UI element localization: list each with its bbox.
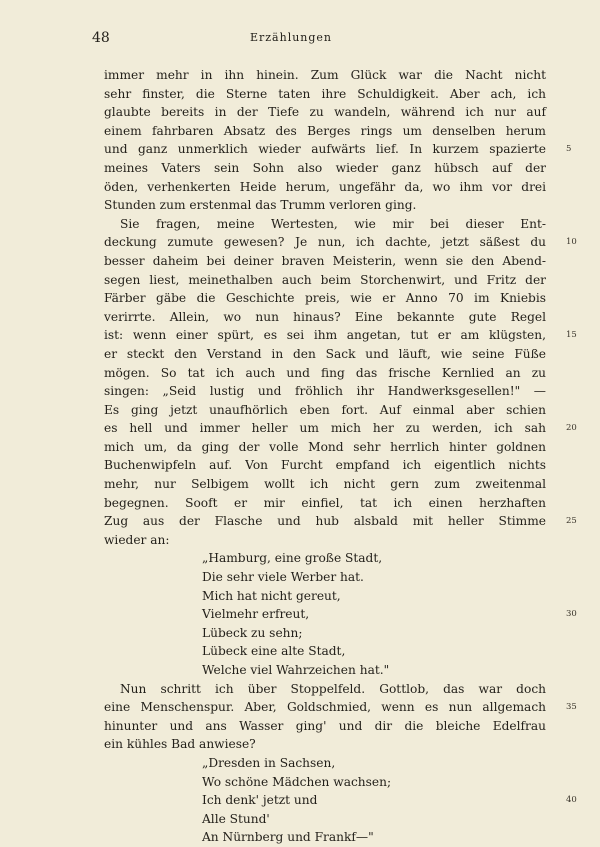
line-number: 10	[566, 237, 577, 248]
text-line	[104, 382, 546, 401]
line-text: glaubte bereits in der Tiefe zu wandeln, während ich nur auf	[104, 105, 546, 120]
line-number: 35	[566, 702, 577, 713]
line-number: 5	[566, 144, 572, 155]
text-line	[104, 178, 546, 197]
text-line	[104, 196, 546, 215]
text-line	[104, 364, 546, 383]
text-line	[104, 680, 546, 699]
line-text: Lübeck zu sehn;	[202, 625, 303, 640]
text-line	[104, 215, 546, 234]
line-text: Stunden zum erstenmal das Trumm verloren ging.	[104, 198, 417, 213]
text-line	[104, 345, 546, 364]
line-number: 30	[566, 609, 577, 620]
line-text: Vielmehr erfreut,	[202, 607, 310, 622]
line-text: ein kühles Bad anwiese?	[104, 737, 256, 752]
line-text: An Nürnberg und Frankf—"	[202, 830, 374, 845]
line-number: 20	[566, 423, 577, 434]
line-text: Zug aus der Flasche und hub alsbald mit heller Stimme	[104, 514, 546, 529]
text-line	[104, 122, 546, 141]
line-text: Die sehr viele Werber hat.	[202, 570, 364, 585]
line-text: Buchenwipfeln auf. Von Furcht empfand ich eigentlich nichts	[104, 458, 546, 473]
line-number: 40	[566, 795, 577, 806]
line-text: „Hamburg, eine große Stadt,	[202, 551, 383, 566]
line-number: 25	[566, 516, 577, 527]
text-line	[104, 308, 546, 327]
page-header	[92, 30, 490, 52]
text-line	[104, 159, 546, 178]
text-line	[104, 252, 546, 271]
text-line	[104, 494, 546, 513]
line-text: mögen. So tat ich auch und fing das frische Kernlied an zu	[104, 365, 546, 380]
text-line	[104, 66, 546, 85]
line-text: er steckt den Verstand in den Sack und läuft, wie seine Füße	[104, 346, 546, 361]
verse-line	[104, 642, 546, 661]
line-text: es hell und immer heller um mich her zu werden, ich sah	[104, 421, 546, 436]
line-text: besser daheim bei deiner braven Meisterin, wenn sie den Abend-	[104, 253, 546, 268]
line-text: singen: „Seid lustig und fröhlich ihr Handwerksgesellen!" —	[104, 384, 546, 399]
line-text: Es ging jetzt unaufhörlich eben fort. Auf einmal aber schien	[104, 402, 546, 417]
text-line	[104, 475, 546, 494]
running-head: Erzählungen	[249, 31, 333, 44]
verse-line	[104, 549, 546, 568]
line-text: öden, verhenkerten Heide herum, ungefähr da, wo ihm vor drei	[104, 179, 546, 194]
line-text: verirrte. Allein, wo nun hinaus? Eine bekannte gute Regel	[104, 309, 546, 324]
line-text: deckung zumute gewesen? Je nun, ich dachte, jetzt säßest du	[104, 235, 546, 250]
text-line	[104, 531, 546, 550]
text-line	[104, 289, 546, 308]
text-line	[104, 438, 546, 457]
line-text: meines Vaters sein Sohn also wieder ganz hübsch auf der	[104, 160, 546, 175]
verse-line	[104, 754, 546, 773]
line-text: hinunter und ans Wasser ging' und dir die bleiche Edelfrau	[104, 718, 546, 733]
text-line	[104, 140, 572, 159]
line-text: Alle Stund'	[202, 811, 270, 826]
line-text: sehr finster, die Sterne taten ihre Schuldigkeit. Aber ach, ich	[104, 86, 546, 101]
line-text: Mich hat nicht gereut,	[202, 588, 341, 603]
line-text: mich um, da ging der volle Mond sehr herrlich hinter goldnen	[104, 439, 546, 454]
text-line	[104, 512, 577, 531]
text-line	[104, 233, 577, 252]
verse-line	[104, 605, 577, 624]
text-line	[104, 698, 577, 717]
line-text: „Dresden in Sachsen,	[202, 755, 336, 770]
text-line	[104, 271, 546, 290]
verse-line	[104, 624, 546, 643]
line-text: wieder an:	[104, 532, 170, 547]
verse-line	[104, 791, 577, 810]
line-number: 15	[566, 330, 577, 341]
verse-line	[104, 773, 546, 792]
text-line	[104, 735, 546, 754]
line-text: einem fahrbaren Absatz des Berges rings um denselben herum	[104, 123, 546, 138]
line-text: Welche viel Wahrzeichen hat."	[202, 663, 390, 677]
line-text: Sie fragen, meine Wertesten, wie mir bei dieser Ent-	[120, 216, 546, 231]
verse-line	[104, 568, 546, 587]
line-text: Ich denk' jetzt und	[202, 793, 318, 808]
text-line	[104, 103, 546, 122]
text-line	[104, 401, 546, 420]
text-body	[104, 66, 577, 847]
line-text: eine Menschenspur. Aber, Goldschmied, wenn es nun allgemach	[104, 700, 546, 715]
text-line	[104, 456, 546, 475]
line-text: und ganz unmerklich wieder aufwärts lief. In kurzem spazierte	[104, 142, 546, 157]
text-line	[104, 717, 546, 736]
text-line	[104, 326, 577, 345]
text-line	[104, 419, 577, 438]
page-number: 48	[92, 30, 110, 46]
line-text: Nun schritt ich über Stoppelfeld. Gottlob, das war doch	[120, 681, 546, 696]
line-text: Wo schöne Mädchen wachsen;	[202, 774, 392, 789]
verse-line	[104, 810, 546, 829]
line-text: mehr, nur Selbigem wollt ich nicht gern zum zweitenmal	[104, 477, 546, 492]
line-text: begegnen. Sooft er mir einfiel, tat ich einen herzhaften	[104, 495, 546, 510]
line-text: Färber gäbe die Geschichte preis, wie er Anno 70 im Kniebis	[104, 291, 546, 306]
verse-line	[104, 828, 546, 847]
line-text: immer mehr in ihn hinein. Zum Glück war die Nacht nicht	[104, 68, 546, 82]
verse-line	[104, 661, 546, 680]
line-text: ist: wenn einer spürt, es sei ihm angetan, tut er am klügsten,	[104, 328, 546, 343]
line-text: Lübeck eine alte Stadt,	[202, 644, 346, 659]
text-line	[104, 85, 546, 104]
line-text: segen liest, meinethalben auch beim Storchenwirt, und Fritz der	[104, 272, 546, 287]
verse-line	[104, 587, 546, 606]
